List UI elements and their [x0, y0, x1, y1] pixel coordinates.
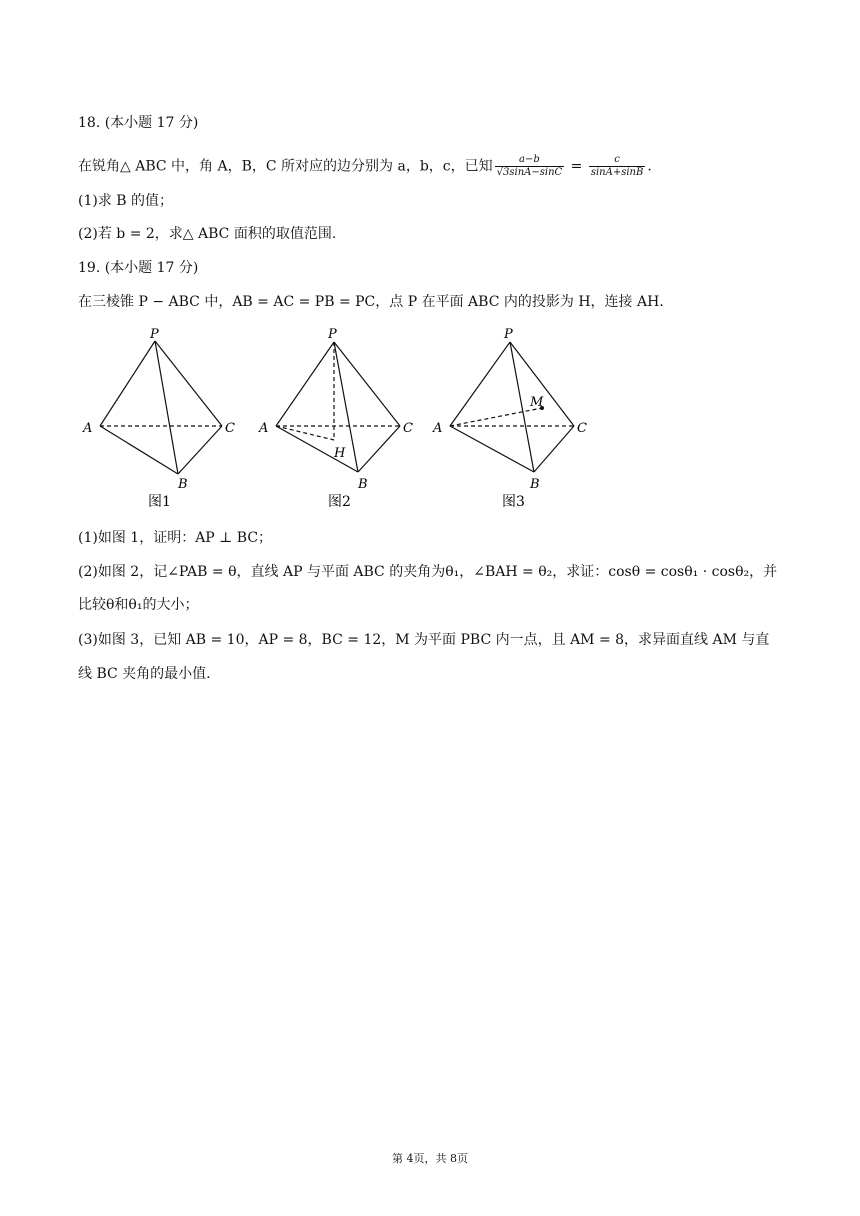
edge-am-hidden — [450, 408, 542, 426]
label-p: P — [150, 327, 159, 342]
q19-part2-line2: 比较θ和θ₁的大小； — [78, 597, 199, 613]
q18-part2: (2)若 b = 2，求△ ABC 面积的取值范围. — [78, 226, 337, 242]
edge-ab — [100, 426, 178, 474]
label-h: H — [334, 446, 346, 461]
edge-pb — [155, 341, 178, 474]
edge-ab — [450, 426, 534, 472]
edge-cb — [534, 426, 574, 472]
q19-part3-line2: 线 BC 夹角的最小值. — [78, 666, 211, 682]
edge-ab — [276, 426, 358, 472]
q18-header: 18. (本小题 17 分) — [78, 115, 199, 131]
q19-stem: 在三棱锥 P − ABC 中，AB = AC = PB = PC，点 P 在平面 ABC 内的投影为 H，连接 AH. — [78, 294, 664, 310]
edge-ah-hidden — [276, 426, 334, 440]
q19-part3-line1: (3)如图 3，已知 AB = 10，AP = 8，BC = 12，M 为平面 PBC 内一点，且 AM = 8，求异面直线 AM 与直 — [78, 632, 770, 648]
q18-part1: (1)求 B 的值； — [78, 193, 174, 209]
q18-stem-suffix: . — [647, 158, 652, 175]
label-a: A — [259, 421, 269, 436]
label-m: M — [530, 395, 544, 410]
q18-frac1-denominator: √3sinA−sinC — [496, 167, 563, 178]
label-a: A — [433, 421, 443, 436]
q18-frac1-numerator: a−b — [519, 154, 540, 165]
edge-cb — [178, 426, 222, 474]
label-b: B — [530, 477, 540, 492]
q19-part1: (1)如图 1，证明：AP ⊥ BC； — [78, 530, 273, 546]
q18-equals: = — [566, 158, 587, 175]
label-b: B — [358, 477, 368, 492]
edge-pa — [276, 342, 334, 426]
q18-stem — [78, 154, 652, 179]
figure-1 — [78, 322, 248, 517]
edge-pc — [155, 341, 222, 426]
label-c: C — [225, 421, 235, 436]
q18-frac2-denominator: sinA+sinB — [590, 167, 644, 178]
label-c: C — [403, 421, 413, 436]
figure-3 — [430, 322, 600, 517]
edge-pc — [510, 342, 574, 426]
label-a: A — [83, 421, 93, 436]
edge-pc — [334, 342, 400, 426]
figure-3-caption: 图3 — [502, 494, 525, 510]
q19-header: 19. (本小题 17 分) — [78, 260, 199, 276]
q18-stem-prefix: 在锐角△ ABC 中，角 A，B，C 所对应的边分别为 a，b，c，已知 — [78, 158, 493, 175]
figure-1-diagram — [78, 322, 248, 517]
label-p: P — [328, 327, 337, 342]
figure-3-diagram — [430, 322, 600, 517]
edge-cb — [358, 426, 400, 472]
q18-frac2-numerator: c — [614, 154, 620, 165]
q18-fraction-right — [589, 154, 646, 179]
label-b: B — [178, 477, 188, 492]
q19-part2-line1: (2)如图 2，记∠PAB = θ，直线 AP 与平面 ABC 的夹角为θ₁，∠BAH = θ₂，求证：cosθ = cosθ₁ · cosθ₂，并 — [78, 564, 778, 580]
figure-2 — [256, 322, 426, 517]
edge-pa — [100, 341, 155, 426]
label-c: C — [577, 421, 587, 436]
figure-2-diagram — [256, 322, 426, 517]
label-p: P — [504, 327, 513, 342]
figure-1-caption: 图1 — [148, 494, 171, 510]
q18-fraction-left — [495, 154, 565, 179]
edge-pa — [450, 342, 510, 426]
page-footer: 第 4页，共 8页 — [392, 1152, 468, 1165]
figure-2-caption: 图2 — [328, 494, 351, 510]
